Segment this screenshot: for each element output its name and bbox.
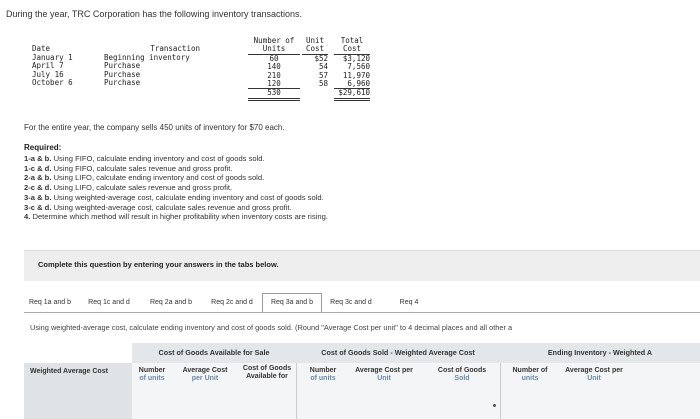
answer-grid [24,343,700,419]
intro-text: During the year, TRC Corporation has the following inventory transactions. [6,9,302,19]
column-divider [296,363,297,419]
unit-cost-header-top: Unit [305,36,325,45]
total-cost-cell: $3,120 [342,53,370,63]
total-cost-header: Cost [334,45,370,54]
total-cost-cell: 6,960 [334,80,370,89]
date-cell: January 1 [32,52,73,62]
complete-prompt: Complete this question by entering your answers in the tabs below. [38,260,279,269]
required-item: 1-c & d. Using FIFO, calculate sales revenue and gross profit. [24,163,233,173]
col-sold-cost-of-goods: Cost of Goods Sold [437,367,487,382]
date-header: Date [32,44,51,54]
tab-req-2c-d[interactable]: Req 2c and d [211,299,253,306]
required-heading: Required: [24,143,62,152]
date-cell: October 6 [32,77,73,87]
units-cell: 120 [248,80,300,89]
transaction-cell: Purchase [104,69,141,79]
required-item: 2-c & d. Using LIFO, calculate sales revenue and gross profit. [24,183,233,193]
unit-cost-cell: $52 [314,53,328,63]
unit-cost-cell: 54 [318,62,328,72]
instruction-text: Using weighted-average cost, calculate ending inventory and cost of goods sold. (Round "Average Cost per unit" to 4 decimal places and all other a [30,323,513,332]
total-cost-cell: 7,560 [347,62,370,72]
required-item: 2-a & b. Using LIFO, calculate ending inventory and cost of goods sold. [24,173,265,183]
group-header-available: Cost of Goods Available for Sale [132,343,296,364]
transaction-cell: Purchase [104,61,141,71]
total-cost-total: $29,610 [334,89,370,100]
tab-req-3a-b[interactable]: Req 3a and b [262,293,322,312]
total-cost-column [334,37,370,101]
date-column [32,37,92,87]
tab-req-2a-b[interactable]: Req 2a and b [149,299,193,306]
unit-cost-cell: 58 [318,78,328,88]
total-cost-header-top: Total [340,36,364,45]
units-total: 530 [248,89,300,100]
required-item: 4. Determine which method will result in higher profitability when inventory costs are rising. [24,212,328,222]
units-cell: 60 [269,53,279,63]
transaction-cell: Purchase [104,77,141,87]
required-list [24,154,328,222]
unit-cost-header: Cost [302,45,328,54]
col-sold-number: Number of units [309,367,337,382]
date-cell: April 7 [32,61,64,71]
col-end-number: Number of units [512,367,548,382]
units-cell: 140 [267,62,281,72]
col-avail-average-cost: Average Cost per Unit [182,367,228,382]
group-header-ending: Ending Inventory - Weighted A [500,343,700,364]
required-item: 1-a & b. Using FIFO, calculate ending inventory and cost of goods sold. [24,154,265,163]
tab-req-4[interactable]: Req 4 [399,299,419,306]
column-divider [500,363,501,419]
col-avail-number: Number of units [138,367,166,382]
required-item: 3-c & d. Using weighted-average cost, calculate sales revenue and gross profit. [24,202,292,212]
required-item: 3-a & b. Using weighted-average cost, calculate ending inventory and cost of goods sold. [24,192,324,202]
units-header-top: Number of [253,36,295,45]
group-header-sold: Cost of Goods Sold - Weighted Average Cost [296,343,500,364]
units-header: Units [248,45,300,54]
transaction-cell: Beginning inventory [104,52,190,62]
tab-req-1a-b[interactable]: Req 1a and b [28,299,72,306]
col-end-average-cost: Average Cost per Unit [565,367,623,382]
units-cell: 210 [267,70,281,80]
sale-text: For the entire year, the company sells 450 units of inventory for $70 each. [24,123,285,132]
transaction-header: Transaction [150,44,200,54]
cursor-dot [493,404,496,407]
tab-divider [24,312,700,313]
col-sold-average-cost: Average Cost per Unit [355,367,413,382]
units-column [248,37,300,101]
row-label-weighted-average: Weighted Average Cost [24,363,132,419]
unit-cost-column [302,37,328,88]
total-cost-cell: 11,970 [342,70,370,80]
unit-cost-cell: 57 [318,70,328,80]
transaction-column [104,37,200,87]
tab-req-3c-d[interactable]: Req 3c and d [330,299,372,306]
col-avail-cost-of-goods: Cost of Goods Available for [242,365,292,380]
tab-req-1c-d[interactable]: Req 1c and d [88,299,130,306]
date-cell: July 16 [32,69,64,79]
